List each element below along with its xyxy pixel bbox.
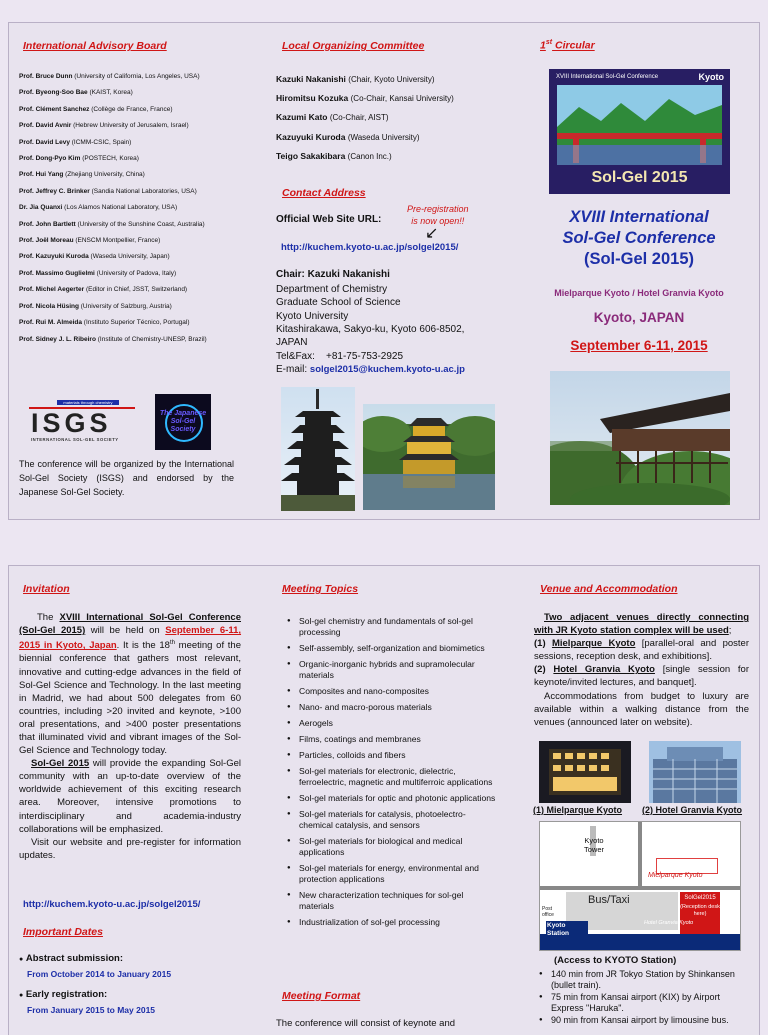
jssg-logo: [155, 394, 211, 450]
advisory-member-affiliation: (University of California, Los Angeles, USA): [74, 73, 200, 80]
venue-2: [534, 663, 749, 689]
advisory-member-name: Prof. Dong-Pyo Kim: [19, 155, 81, 163]
invitation-heading: Invitation: [23, 583, 70, 595]
jssg-text: The Japanese Sol-Gel Society: [159, 410, 207, 433]
advisory-member-affiliation: (Instituto Superior Técnico, Portugal): [83, 319, 190, 327]
date-early-label-row: ● Early registration:: [19, 989, 108, 1000]
venue-1: [534, 637, 749, 663]
local-member-name: Hiromitsu Kozuka: [276, 93, 349, 104]
advisory-member-name: Prof. David Avnir: [19, 122, 72, 130]
advisory-member: [19, 315, 249, 331]
topic-item: ● Industrialization of sol-gel processing: [299, 917, 499, 928]
address-line: Department of Chemistry: [276, 284, 388, 295]
advisory-member-affiliation: (University of Salzburg, Austria): [80, 302, 172, 310]
topic-item: ● Sol-gel materials for catalysis, photoelectro-chemical catalysis, and sensors: [299, 809, 499, 831]
map-post: Post office: [542, 906, 554, 918]
local-member-name: Kazumi Kato: [276, 112, 328, 123]
email-link[interactable]: solgel2015@kuchem.kyoto-u.ac.jp: [309, 364, 465, 375]
date-abstract-label-row: ● Abstract submission:: [19, 953, 124, 964]
venue-intro-end: ;: [728, 625, 732, 637]
prereg-line-2: is now open!!: [411, 216, 465, 226]
date-early-value: From January 2015 to May 2015: [27, 1005, 156, 1015]
advisory-member-name: Prof. Rui M. Almeida: [19, 319, 82, 327]
dates-line: September 6-11, 2015: [570, 338, 708, 353]
circular-word: Circular: [552, 39, 595, 52]
advisory-member-affiliation: (Waseda University, Japan): [90, 253, 170, 261]
local-member: [276, 128, 506, 147]
advisory-member: [19, 282, 249, 298]
map-solgel: SolGel2015: [684, 895, 716, 901]
local-member-name: Teigo Sakakibara: [276, 150, 346, 161]
title-line-1: XVIII International: [569, 208, 709, 226]
advisory-member: [19, 118, 249, 134]
local-heading: Local Organizing Committee: [282, 40, 425, 52]
advisory-member-name: Prof. Nicola Hüsing: [19, 302, 79, 310]
topic-item: ● Self-assembly, self-organization and biomimetics: [299, 643, 499, 654]
advisory-member: [19, 151, 249, 167]
advisory-member-name: Prof. Kazuyuki Kuroda: [19, 253, 89, 261]
address-line: JAPAN: [276, 337, 308, 349]
invitation-paragraph-1: [19, 611, 241, 757]
pagoda-image: [281, 387, 355, 511]
date-early: [19, 988, 155, 1017]
banner-top-text: XVIII International Sol-Gel Conference: [556, 74, 659, 80]
map-mielparque: Mielparque Kyoto: [648, 872, 703, 879]
venue-intro-row: [534, 611, 749, 637]
advisory-member-affiliation: (Institute of Chemistry-UNESP, Brazil): [97, 335, 207, 343]
address-block: [276, 283, 464, 349]
kiyomizu-temple-photo: [550, 371, 730, 505]
local-member: [276, 89, 506, 108]
topic-item: ● Aerogels: [299, 718, 499, 729]
venue-1-name: Mielparque Kyoto: [551, 638, 636, 650]
isgs-subtitle: INTERNATIONAL SOL-GEL SOCIETY: [31, 437, 119, 442]
topic-item: ● Organic-inorganic hybrids and supramolecular materials: [299, 659, 499, 681]
invitation-paragraph-2: [19, 757, 241, 836]
date-abstract: [19, 952, 171, 981]
contact-heading: Contact Address: [282, 187, 366, 199]
advisory-member: [19, 266, 249, 282]
conference-banner: [549, 69, 730, 194]
local-member-name: Kazuyuki Kuroda: [276, 131, 346, 142]
format-heading: Meeting Format: [282, 990, 361, 1002]
mielparque-photo: [539, 741, 631, 803]
advisory-member-affiliation: (ENSCM Montpellier, France): [75, 237, 161, 245]
chair-line: Chair: Kazuki Nakanishi: [276, 269, 390, 280]
advisory-member: [19, 200, 249, 216]
golden-pavilion-image: [363, 404, 495, 510]
access-item: ● 90 min from Kansai airport by limousine bus.: [551, 1015, 751, 1026]
circular-suffix: st: [545, 39, 553, 46]
advisory-member: [19, 184, 249, 200]
venue-body: [534, 611, 749, 729]
venue-line: Mielparque Kyoto / Hotel Granvia Kyoto: [554, 288, 724, 298]
invite-date: September 6-11, 2015 in Kyoto, Japan: [19, 625, 242, 652]
topic-item: ● Nano- and macro-porous materials: [299, 702, 499, 713]
isgs-tagline: materials through chemistry: [63, 400, 113, 405]
email-line: [276, 364, 465, 375]
date-early-label: Early registration:: [25, 989, 108, 1000]
banner-city: Kyoto: [698, 72, 724, 82]
advisory-member: [19, 102, 249, 118]
advisory-member-name: Prof. John Bartlett: [19, 220, 76, 228]
advisory-member-affiliation: (Zhejiang University, China): [65, 171, 145, 179]
access-item: ● 75 min from Kansai airport (KIX) by Airport Express "Haruka".: [551, 992, 751, 1014]
advisory-member-name: Prof. Joël Moreau: [19, 237, 74, 245]
invite-text-a: The: [37, 612, 60, 623]
topic-item: ● Films, coatings and membranes: [299, 734, 499, 745]
date-abstract-label: Abstract submission:: [25, 953, 124, 964]
advisory-member-affiliation: (University of Padova, Italy): [96, 269, 177, 277]
banner-name: Sol-Gel 2015: [591, 169, 688, 186]
advisory-member: [19, 167, 249, 183]
advisory-member: [19, 85, 249, 101]
invite-text-e: will provide the expanding Sol-Gel community with an up-to-date overview of the worldwide achievement of this exciting research area. Moreover, intensive promotions to interdisciplinary and academia-industry collaborations will be emphasized.: [19, 758, 242, 835]
local-member: [276, 70, 506, 89]
advisory-member-affiliation: (Editor in Chief, JSST, Switzerland): [85, 286, 188, 294]
advisory-member-affiliation: (POSTECH, Korea): [82, 155, 139, 163]
advisory-member-affiliation: (Collège de France, France): [91, 105, 173, 113]
city-line: Kyoto, JAPAN: [593, 310, 685, 325]
kiyomizu-image: [550, 371, 730, 505]
prereg-line-1: Pre-registration: [407, 204, 469, 214]
organization-text: The conference will be organized by the International Sol-Gel Society (ISGS) and endorsed by the Japanese Sol-Gel Society.: [19, 459, 234, 497]
advisory-member: [19, 233, 249, 249]
advisory-member-name: Dr. Jia Quanxi: [19, 204, 63, 212]
local-member: [276, 108, 506, 127]
local-member-affiliation: (Waseda University): [347, 132, 420, 142]
invite-conf-name: XVIII International Sol-Gel Conference (Sol-Gel 2015): [19, 612, 241, 637]
advisory-member: [19, 332, 249, 348]
important-dates-heading: Important Dates: [23, 926, 103, 938]
circular-heading: [540, 39, 595, 52]
local-member-affiliation: (Chair, Kyoto University): [348, 75, 435, 84]
venue-2-num: (2): [534, 664, 554, 676]
advisory-member-name: Prof. Hui Yang: [19, 171, 64, 179]
map-solgel-box: [680, 892, 720, 934]
bottom-panel: [8, 565, 760, 1035]
advisory-member-affiliation: (ICMM-CSIC, Spain): [71, 138, 132, 146]
arrow-icon: ↙: [425, 225, 439, 242]
address-line: Kyoto University: [276, 310, 349, 322]
map-station: Kyoto Station: [546, 921, 588, 939]
invitation-website-link[interactable]: http://kuchem.kyoto-u.ac.jp/solgel2015/: [23, 899, 201, 910]
venue-2-name: Hotel Granvia Kyoto: [553, 664, 655, 676]
advisory-member-affiliation: (KAIST, Korea): [89, 89, 133, 97]
mielparque-image: [539, 741, 631, 803]
isgs-wordmark: ISGS: [31, 408, 112, 438]
venue-accommodation: Accommodations from budget to luxury are available within a walking distance from the venues (announced later on website).: [534, 690, 749, 728]
map-hotel: Hotel Granvia Kyoto: [644, 920, 694, 926]
venue-2-desc: [single session for keynote/invited lectures, and banquet].: [534, 664, 749, 689]
advisory-member-affiliation: (Sandia National Laboratories, USA): [91, 187, 197, 195]
local-list: [276, 70, 506, 166]
advisory-member: [19, 69, 249, 85]
advisory-member-name: Prof. Michel Aegerter: [19, 286, 85, 294]
venue-1-desc: [parallel-oral and poster sessions, reception desk, and exhibitions].: [534, 638, 749, 663]
golden-pavilion-photo: [363, 404, 495, 510]
venue-heading: Venue and Accommodation: [540, 583, 678, 595]
website-link[interactable]: http://kuchem.kyoto-u.ac.jp/solgel2015/: [281, 242, 459, 253]
advisory-member: [19, 249, 249, 265]
granvia-caption: (2) Hotel Granvia Kyoto: [642, 805, 743, 815]
invite-sup: th: [169, 640, 175, 647]
advisory-member-name: Prof. David Levy: [19, 138, 70, 146]
advisory-member-name: Prof. Jeffrey C. Brinker: [19, 187, 90, 195]
local-member-affiliation: (Canon Inc.): [347, 151, 392, 161]
isgs-logo: [29, 400, 135, 444]
invite-text-c: . It is the 18: [116, 640, 170, 652]
invitation-body: [19, 611, 241, 862]
venue-1-num: (1): [534, 638, 552, 650]
local-member: [276, 147, 506, 166]
url-label: Official Web Site URL:: [276, 214, 382, 225]
advisory-member-affiliation: (University of the Sunshine Coast, Australia): [77, 220, 205, 228]
advisory-list: [19, 69, 249, 348]
advisory-member-name: Prof. Clément Sanchez: [19, 105, 90, 113]
granvia-photo: [649, 741, 741, 803]
title-line-3: (Sol-Gel 2015): [583, 250, 695, 268]
topic-item: ● Particles, colloids and fibers: [299, 750, 499, 761]
topic-item: ● Sol-gel chemistry and fundamentals of sol-gel processing: [299, 616, 499, 638]
station-map: [539, 821, 741, 951]
topic-item: ● Sol-gel materials for optic and photonic applications: [299, 793, 499, 804]
topic-item: ● Sol-gel materials for biological and medical applications: [299, 836, 499, 858]
topic-item: ● Sol-gel materials for electronic, dielectric, ferroelectric, magnetic and multiferroic applications: [299, 766, 499, 788]
access-list: [539, 969, 751, 1027]
invite-solgel-name: Sol-Gel 2015: [31, 758, 90, 770]
advisory-member: [19, 217, 249, 233]
circular-number: 1: [540, 39, 546, 52]
advisory-member: [19, 299, 249, 315]
email-label: E-mail:: [276, 364, 308, 375]
advisory-member-name: Prof. Sidney J. L. Ribeiro: [19, 335, 96, 343]
advisory-member: [19, 135, 249, 151]
advisory-member-affiliation: (Los Alamos National Laboratory, USA): [64, 204, 178, 212]
venue-intro: Two adjacent venues directly connecting with JR Kyoto station complex will be used: [534, 612, 749, 637]
advisory-heading: International Advisory Board: [23, 40, 167, 52]
map-tower: Kyoto Tower: [583, 836, 604, 854]
invite-text-d: meeting of the biennial conference that gathers most relevant, innovative and cutting-edge advances in the field of Sol-Gel Science and Technology. In the last meeting in Madrid, we had about 500 delegates from 60 countries, including >20 invited and keynote, >100 oral presentations, and >400 poster presentations that illuminated vivid and vibrant images of the Sol-Gel Science and Technology today.: [19, 640, 241, 757]
mielparque-caption: (1) Mielparque Kyoto: [533, 805, 623, 815]
local-member-name: Kazuki Nakanishi: [276, 74, 346, 84]
local-member-affiliation: (Co-Chair, Kansai University): [350, 94, 454, 104]
local-member-affiliation: (Co-Chair, AIST): [329, 113, 389, 123]
address-line: Graduate School of Science: [276, 297, 401, 309]
advisory-member-name: Prof. Massimo Guglielmi: [19, 269, 95, 277]
map-bus: Bus/Taxi: [588, 894, 630, 906]
advisory-member-name: Prof. Bruce Dunn: [19, 73, 73, 80]
topics-heading: Meeting Topics: [282, 583, 359, 595]
topics-list: [287, 616, 499, 933]
topic-item: ● Sol-gel materials for energy, environmental and protection applications: [299, 863, 499, 885]
topic-item: ● Composites and nano-composites: [299, 686, 499, 697]
date-abstract-value: From October 2014 to January 2015: [27, 969, 172, 979]
advisory-member-affiliation: (Hebrew University of Jerusalem, Israel): [73, 122, 189, 130]
invitation-paragraph-3: Visit our website and pre-register for information updates.: [19, 836, 241, 861]
pagoda-photo: [281, 387, 355, 511]
access-item: ● 140 min from JR Tokyo Station by Shinkansen (bullet train).: [551, 969, 751, 991]
granvia-image: [649, 741, 741, 803]
address-line: Kitashirakawa, Sakyo-ku, Kyoto 606-8502,: [276, 323, 465, 335]
title-line-2: Sol-Gel Conference: [562, 229, 716, 247]
advisory-member-name: Prof. Byeong-Soo Bae: [19, 89, 88, 97]
conference-title: [519, 207, 759, 270]
top-panel: [8, 22, 760, 520]
format-text: The conference will consist of keynote and: [276, 1018, 456, 1029]
tel-line: Tel&Fax: +81-75-753-2925: [276, 351, 404, 362]
access-heading: (Access to KYOTO Station): [554, 955, 677, 966]
invite-text-b: will be held on: [85, 625, 166, 637]
map-reception: (Reception desk here): [680, 904, 720, 917]
topic-item: ● New characterization techniques for sol-gel materials: [299, 890, 499, 912]
